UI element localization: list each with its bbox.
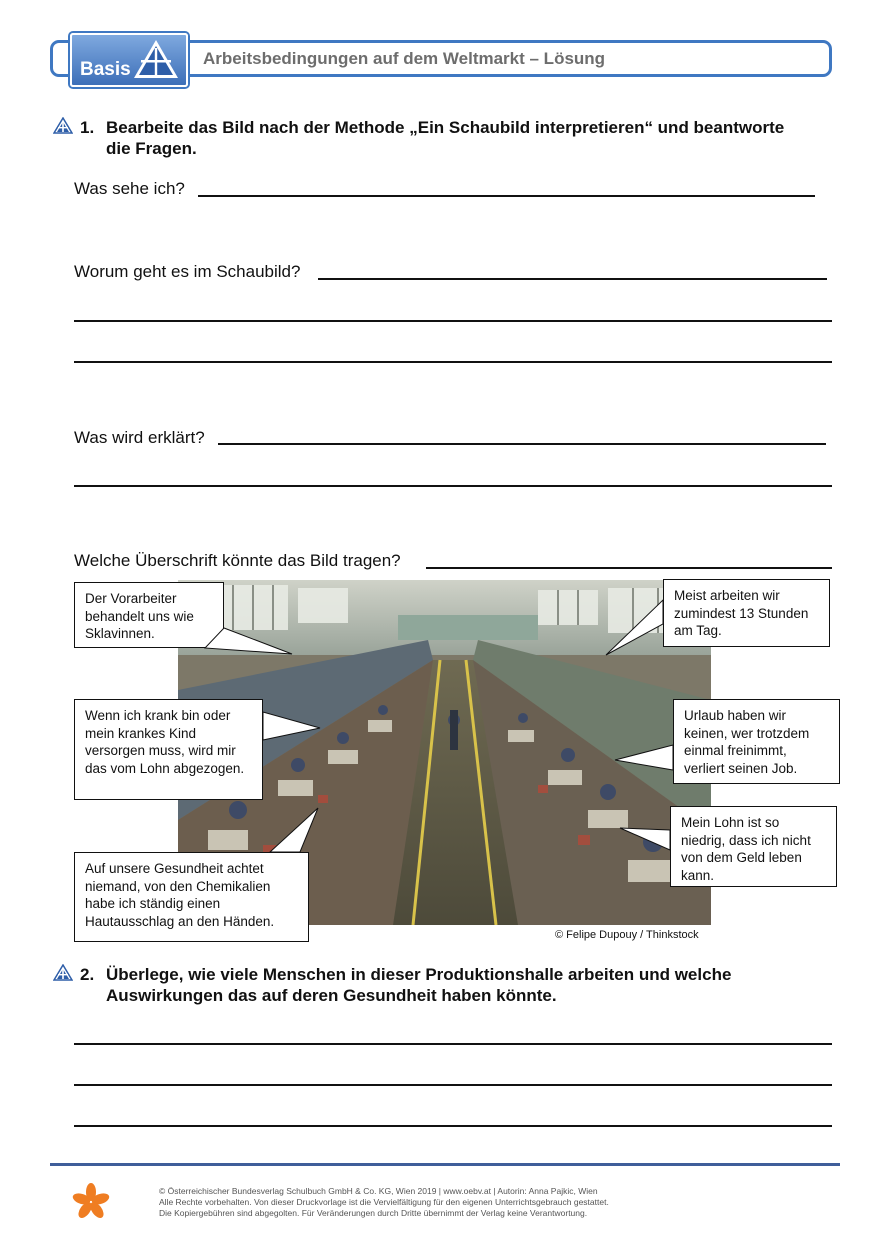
question-what-is-explained: Was wird erklärt? [74, 428, 205, 447]
task-1-text-line-1: Bearbeite das Bild nach der Methode „Ein Schaubild interpretieren“ und beantworte [106, 118, 785, 137]
task-1-text-line-2: die Fragen. [106, 139, 197, 158]
task-1-number: 1. [80, 118, 95, 137]
speech-bubble-vacation: Urlaub haben wir keinen, wer trotzdem einmal freinimmt, verliert seinen Job. [673, 699, 840, 784]
publisher-logo-icon [72, 1183, 110, 1221]
speech-bubble-sick-pay: Wenn ich krank bin oder mein krankes Kind versorgen muss, wird mir das vom Lohn abgezogen. [74, 699, 263, 800]
footer-line-1: © Österreichischer Bundesverlag Schulbuch GmbH & Co. KG, Wien 2019 | www.oebv.at | Autorin: Anna Pajkic, Wien [159, 1186, 598, 1196]
photo-credit: © Felipe Dupouy / Thinkstock [555, 929, 699, 941]
speech-bubble-low-wage: Mein Lohn ist so niedrig, dass ich nicht von dem Geld leben kann. [670, 806, 837, 887]
question-headline: Welche Überschrift könnte das Bild tragen? [74, 551, 401, 570]
task-2-number: 2. [80, 965, 95, 984]
speech-bubble-working-hours: Meist arbeiten wir zumindest 13 Stunden am Tag. [663, 579, 830, 647]
answer-line[interactable] [74, 1084, 832, 1086]
level-basis-icon [53, 964, 73, 981]
footer-line-2: Alle Rechte vorbehalten. Von dieser Druckvorlage ist die Vervielfältigung für den eigenen Unterrichtsgebrauch gestattet. [159, 1197, 609, 1207]
basis-label: Basis [80, 59, 131, 80]
footer-copyright [159, 1186, 609, 1219]
page-title: Arbeitsbedingungen auf dem Weltmarkt – Lösung [203, 49, 606, 68]
footer-rule [50, 1163, 840, 1166]
question-what-do-i-see: Was sehe ich? [74, 179, 185, 198]
footer-line-3: Die Kopiergebühren sind abgegolten. Für Veränderungen durch Dritte übernimmt der Verlag keine Verantwortung. [159, 1208, 588, 1218]
speech-bubble-health: Auf unsere Gesundheit achtet niemand, von den Chemikalien habe ich ständig einen Hautausschlag an den Händen. [74, 852, 309, 942]
task-2-text [106, 964, 731, 1006]
task-2-text-line-2: Auswirkungen das auf deren Gesundheit haben könnte. [106, 986, 557, 1005]
question-what-is-it-about: Worum geht es im Schaubild? [74, 262, 301, 281]
task-2-text-line-1: Überlege, wie viele Menschen in dieser Produktionshalle arbeiten und welche [106, 965, 732, 984]
speech-bubble-foreman: Der Vorarbeiter behandelt uns wie Sklavinnen. [74, 582, 224, 648]
answer-line[interactable] [74, 1125, 832, 1127]
answer-line[interactable] [74, 1043, 832, 1045]
